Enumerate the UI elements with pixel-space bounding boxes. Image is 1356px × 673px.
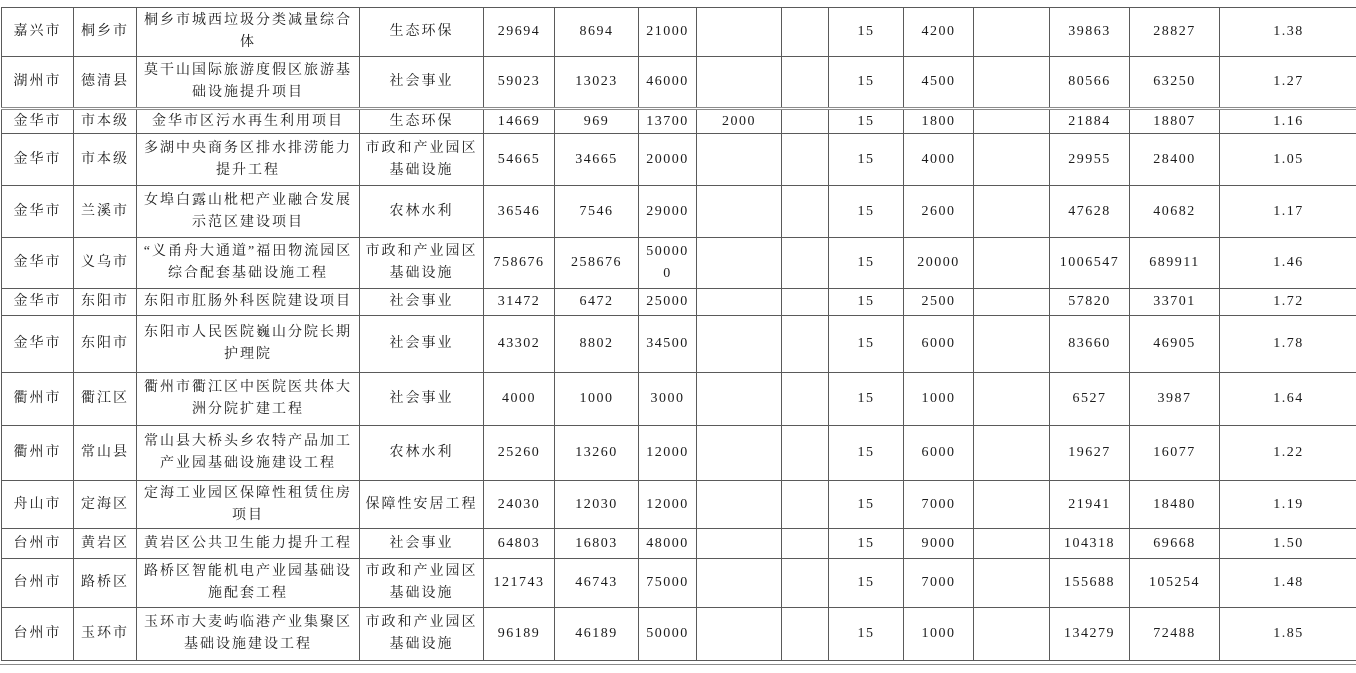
cell-value xyxy=(974,529,1050,559)
cell-total-investment: 29694 xyxy=(484,8,555,57)
cell-value xyxy=(697,529,782,559)
cell-value: 155688 xyxy=(1050,559,1130,608)
cell-value xyxy=(697,373,782,426)
cell-category: 生态环保 xyxy=(360,109,484,134)
cell-value: 500000 xyxy=(639,238,697,289)
cell-value: 57820 xyxy=(1050,289,1130,316)
cell-value xyxy=(697,559,782,608)
cell-value: 15 xyxy=(829,373,904,426)
cell-total-investment: 758676 xyxy=(484,238,555,289)
cell-value: 15 xyxy=(829,8,904,57)
cell-value: 15 xyxy=(829,186,904,238)
cell-value: 13023 xyxy=(555,57,639,109)
cell-value: 48000 xyxy=(639,529,697,559)
cell-value xyxy=(974,109,1050,134)
cell-total-investment: 24030 xyxy=(484,481,555,529)
cell-value: 8802 xyxy=(555,316,639,373)
cell-value xyxy=(974,559,1050,608)
cell-value: 13700 xyxy=(639,109,697,134)
cell-value: 16803 xyxy=(555,529,639,559)
project-funding-table xyxy=(1,7,1356,661)
cell-category: 农林水利 xyxy=(360,186,484,238)
cell-value: 21941 xyxy=(1050,481,1130,529)
cell-category: 社会事业 xyxy=(360,57,484,109)
cell-value xyxy=(697,186,782,238)
cell-ratio: 1.64 xyxy=(1220,373,1356,426)
cell-value xyxy=(782,8,829,57)
table-row xyxy=(2,426,1356,481)
cell-value xyxy=(974,316,1050,373)
cell-city: 金华市 xyxy=(2,186,74,238)
cell-project-name: 路桥区智能机电产业园基础设施配套工程 xyxy=(137,559,360,608)
cell-value xyxy=(974,481,1050,529)
cell-district: 东阳市 xyxy=(74,289,137,316)
cell-value: 18480 xyxy=(1130,481,1220,529)
cell-value: 25000 xyxy=(639,289,697,316)
table-row xyxy=(2,57,1356,109)
cell-value: 83660 xyxy=(1050,316,1130,373)
cell-total-investment: 96189 xyxy=(484,608,555,661)
cell-value: 39863 xyxy=(1050,8,1130,57)
cell-project-name: 多湖中央商务区排水排涝能力提升工程 xyxy=(137,134,360,186)
cell-value: 46743 xyxy=(555,559,639,608)
cell-value: 1000 xyxy=(555,373,639,426)
cell-value: 1006547 xyxy=(1050,238,1130,289)
cell-total-investment: 54665 xyxy=(484,134,555,186)
cell-value: 15 xyxy=(829,481,904,529)
cell-value xyxy=(782,529,829,559)
cell-value xyxy=(974,608,1050,661)
cell-value xyxy=(782,608,829,661)
cell-ratio: 1.38 xyxy=(1220,8,1356,57)
cell-category: 农林水利 xyxy=(360,426,484,481)
table-row xyxy=(2,608,1356,661)
cell-value: 19627 xyxy=(1050,426,1130,481)
cell-value xyxy=(974,238,1050,289)
cell-city: 湖州市 xyxy=(2,57,74,109)
cell-value: 16077 xyxy=(1130,426,1220,481)
cell-total-investment: 43302 xyxy=(484,316,555,373)
cell-value: 7546 xyxy=(555,186,639,238)
cell-ratio: 1.17 xyxy=(1220,186,1356,238)
table-row xyxy=(2,238,1356,289)
cell-value: 1000 xyxy=(904,608,974,661)
cell-category: 社会事业 xyxy=(360,316,484,373)
cell-value xyxy=(697,238,782,289)
cell-project-name: 东阳市肛肠外科医院建设项目 xyxy=(137,289,360,316)
cell-project-name: “义甬舟大通道”福田物流园区综合配套基础设施工程 xyxy=(137,238,360,289)
cell-value: 15 xyxy=(829,57,904,109)
page-bottom-rule xyxy=(0,664,1356,665)
cell-value: 12000 xyxy=(639,426,697,481)
cell-value: 2500 xyxy=(904,289,974,316)
cell-value xyxy=(782,57,829,109)
cell-value: 104318 xyxy=(1050,529,1130,559)
cell-city: 金华市 xyxy=(2,109,74,134)
cell-value: 6000 xyxy=(904,316,974,373)
cell-value xyxy=(697,608,782,661)
cell-value: 689911 xyxy=(1130,238,1220,289)
cell-city: 金华市 xyxy=(2,238,74,289)
cell-value: 20000 xyxy=(904,238,974,289)
cell-value: 28827 xyxy=(1130,8,1220,57)
cell-value: 2000 xyxy=(697,109,782,134)
cell-total-investment: 14669 xyxy=(484,109,555,134)
cell-value xyxy=(697,316,782,373)
cell-value: 15 xyxy=(829,316,904,373)
cell-value: 21884 xyxy=(1050,109,1130,134)
cell-value xyxy=(782,426,829,481)
cell-value: 15 xyxy=(829,289,904,316)
cell-value xyxy=(974,134,1050,186)
cell-value: 4000 xyxy=(904,134,974,186)
table-row xyxy=(2,8,1356,57)
cell-value: 46189 xyxy=(555,608,639,661)
cell-value: 4500 xyxy=(904,57,974,109)
cell-category: 市政和产业园区基础设施 xyxy=(360,134,484,186)
cell-value xyxy=(782,316,829,373)
cell-value: 9000 xyxy=(904,529,974,559)
cell-value xyxy=(697,57,782,109)
cell-value: 15 xyxy=(829,559,904,608)
cell-value xyxy=(782,289,829,316)
cell-total-investment: 36546 xyxy=(484,186,555,238)
cell-value xyxy=(974,426,1050,481)
cell-category: 社会事业 xyxy=(360,529,484,559)
cell-ratio: 1.72 xyxy=(1220,289,1356,316)
cell-category: 市政和产业园区基础设施 xyxy=(360,238,484,289)
cell-value: 29000 xyxy=(639,186,697,238)
cell-city: 衢州市 xyxy=(2,426,74,481)
cell-value: 50000 xyxy=(639,608,697,661)
cell-value: 34500 xyxy=(639,316,697,373)
cell-ratio: 1.85 xyxy=(1220,608,1356,661)
cell-category: 保障性安居工程 xyxy=(360,481,484,529)
cell-value xyxy=(782,238,829,289)
cell-district: 玉环市 xyxy=(74,608,137,661)
cell-ratio: 1.16 xyxy=(1220,109,1356,134)
cell-city: 金华市 xyxy=(2,316,74,373)
table-row xyxy=(2,134,1356,186)
cell-value: 6527 xyxy=(1050,373,1130,426)
cell-total-investment: 64803 xyxy=(484,529,555,559)
table-row xyxy=(2,559,1356,608)
cell-value: 105254 xyxy=(1130,559,1220,608)
cell-value xyxy=(697,8,782,57)
cell-project-name: 东阳市人民医院巍山分院长期护理院 xyxy=(137,316,360,373)
cell-project-name: 莫干山国际旅游度假区旅游基础设施提升项目 xyxy=(137,57,360,109)
cell-value: 258676 xyxy=(555,238,639,289)
cell-value: 7000 xyxy=(904,481,974,529)
table-row xyxy=(2,316,1356,373)
cell-value: 29955 xyxy=(1050,134,1130,186)
cell-value: 33701 xyxy=(1130,289,1220,316)
cell-value: 28400 xyxy=(1130,134,1220,186)
cell-value: 6000 xyxy=(904,426,974,481)
cell-total-investment: 4000 xyxy=(484,373,555,426)
cell-district: 市本级 xyxy=(74,134,137,186)
cell-value: 47628 xyxy=(1050,186,1130,238)
cell-ratio: 1.22 xyxy=(1220,426,1356,481)
cell-district: 兰溪市 xyxy=(74,186,137,238)
cell-value: 15 xyxy=(829,134,904,186)
cell-total-investment: 121743 xyxy=(484,559,555,608)
cell-total-investment: 25260 xyxy=(484,426,555,481)
cell-district: 衢江区 xyxy=(74,373,137,426)
cell-value: 134279 xyxy=(1050,608,1130,661)
cell-value: 12030 xyxy=(555,481,639,529)
cell-value: 3000 xyxy=(639,373,697,426)
cell-city: 舟山市 xyxy=(2,481,74,529)
table-row xyxy=(2,186,1356,238)
cell-value: 20000 xyxy=(639,134,697,186)
cell-value: 12000 xyxy=(639,481,697,529)
cell-district: 桐乡市 xyxy=(74,8,137,57)
cell-total-investment: 31472 xyxy=(484,289,555,316)
table-row xyxy=(2,529,1356,559)
cell-value: 40682 xyxy=(1130,186,1220,238)
cell-value: 15 xyxy=(829,426,904,481)
cell-value: 6472 xyxy=(555,289,639,316)
cell-district: 常山县 xyxy=(74,426,137,481)
cell-value xyxy=(697,289,782,316)
table-row xyxy=(2,373,1356,426)
cell-ratio: 1.05 xyxy=(1220,134,1356,186)
cell-ratio: 1.78 xyxy=(1220,316,1356,373)
table-row xyxy=(2,289,1356,316)
cell-value xyxy=(974,57,1050,109)
cell-project-name: 玉环市大麦屿临港产业集聚区基础设施建设工程 xyxy=(137,608,360,661)
cell-category: 生态环保 xyxy=(360,8,484,57)
cell-city: 衢州市 xyxy=(2,373,74,426)
cell-value xyxy=(782,481,829,529)
cell-ratio: 1.19 xyxy=(1220,481,1356,529)
cell-project-name: 金华市区污水再生利用项目 xyxy=(137,109,360,134)
cell-project-name: 衢州市衢江区中医院医共体大洲分院扩建工程 xyxy=(137,373,360,426)
cell-value xyxy=(782,109,829,134)
cell-value: 8694 xyxy=(555,8,639,57)
cell-value: 46000 xyxy=(639,57,697,109)
table-row xyxy=(2,109,1356,134)
cell-value xyxy=(697,481,782,529)
cell-category: 市政和产业园区基础设施 xyxy=(360,608,484,661)
cell-category: 社会事业 xyxy=(360,289,484,316)
cell-value: 72488 xyxy=(1130,608,1220,661)
cell-value xyxy=(974,186,1050,238)
cell-value: 21000 xyxy=(639,8,697,57)
cell-value: 18807 xyxy=(1130,109,1220,134)
cell-city: 金华市 xyxy=(2,289,74,316)
cell-value: 969 xyxy=(555,109,639,134)
cell-ratio: 1.46 xyxy=(1220,238,1356,289)
cell-value xyxy=(974,289,1050,316)
cell-total-investment: 59023 xyxy=(484,57,555,109)
cell-project-name: 黄岩区公共卫生能力提升工程 xyxy=(137,529,360,559)
cell-value: 46905 xyxy=(1130,316,1220,373)
cell-ratio: 1.50 xyxy=(1220,529,1356,559)
cell-value xyxy=(782,373,829,426)
cell-value: 15 xyxy=(829,529,904,559)
cell-value xyxy=(782,134,829,186)
cell-value xyxy=(782,186,829,238)
cell-city: 台州市 xyxy=(2,529,74,559)
cell-ratio: 1.48 xyxy=(1220,559,1356,608)
cell-value: 1800 xyxy=(904,109,974,134)
cell-city: 台州市 xyxy=(2,559,74,608)
cell-district: 路桥区 xyxy=(74,559,137,608)
cell-value: 63250 xyxy=(1130,57,1220,109)
cell-value: 80566 xyxy=(1050,57,1130,109)
cell-value: 15 xyxy=(829,608,904,661)
table-row xyxy=(2,481,1356,529)
cell-category: 市政和产业园区基础设施 xyxy=(360,559,484,608)
cell-value xyxy=(782,559,829,608)
cell-district: 义乌市 xyxy=(74,238,137,289)
cell-value: 4200 xyxy=(904,8,974,57)
cell-city: 嘉兴市 xyxy=(2,8,74,57)
cell-project-name: 女埠白露山枇杷产业融合发展示范区建设项目 xyxy=(137,186,360,238)
cell-city: 台州市 xyxy=(2,608,74,661)
cell-district: 黄岩区 xyxy=(74,529,137,559)
cell-value: 13260 xyxy=(555,426,639,481)
cell-category: 社会事业 xyxy=(360,373,484,426)
cell-value: 2600 xyxy=(904,186,974,238)
cell-district: 市本级 xyxy=(74,109,137,134)
cell-project-name: 常山县大桥头乡农特产品加工产业园基础设施建设工程 xyxy=(137,426,360,481)
cell-project-name: 桐乡市城西垃圾分类减量综合体 xyxy=(137,8,360,57)
cell-district: 定海区 xyxy=(74,481,137,529)
cell-value: 15 xyxy=(829,238,904,289)
cell-ratio: 1.27 xyxy=(1220,57,1356,109)
cell-district: 东阳市 xyxy=(74,316,137,373)
cell-city: 金华市 xyxy=(2,134,74,186)
cell-value: 15 xyxy=(829,109,904,134)
cell-value: 34665 xyxy=(555,134,639,186)
cell-value xyxy=(974,8,1050,57)
cell-value: 7000 xyxy=(904,559,974,608)
cell-value xyxy=(697,134,782,186)
cell-project-name: 定海工业园区保障性租赁住房项目 xyxy=(137,481,360,529)
cell-value: 1000 xyxy=(904,373,974,426)
cell-district: 德清县 xyxy=(74,57,137,109)
cell-value: 75000 xyxy=(639,559,697,608)
cell-value: 3987 xyxy=(1130,373,1220,426)
cell-value xyxy=(697,426,782,481)
cell-value: 69668 xyxy=(1130,529,1220,559)
table-body xyxy=(2,8,1356,661)
cell-value xyxy=(974,373,1050,426)
